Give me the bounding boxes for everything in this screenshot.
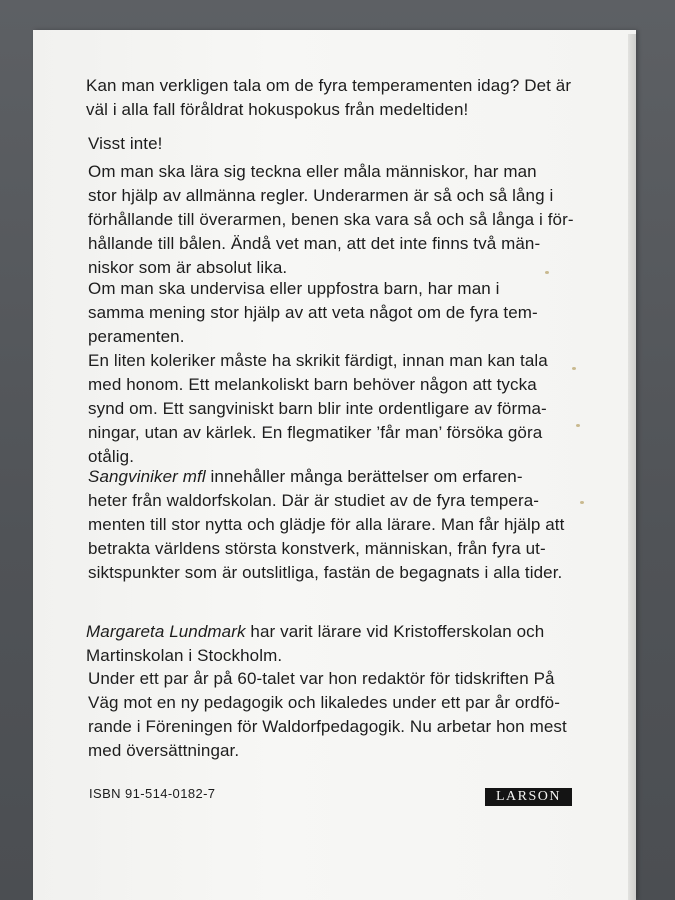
author-name: Margareta Lundmark [86,622,246,641]
author-bio-text: har varit lärare vid Kristofferskolan och Martinskolan i Stockholm. [86,622,545,665]
answer-paragraph: Visst inte! [88,134,163,153]
temperaments-examples-paragraph: En liten koleriker måste ha skrikit färdigt, innan man kan tala med honom. Ett melankoliskt barn behöver någon att tycka synd om. Ett sangviniskt barn blir inte ordentligare av förma- ningar, utan av kärlek. En flegmatiker ’får man’ försöka göra otålig. [88,351,548,466]
intro-question-paragraph: Kan man verkligen tala om de fyra temperamenten idag? Det är väl i alla fall föråldrat hokuspokus från medeltiden! [86,76,572,119]
book-page-edge [628,34,636,900]
paper-speck [545,271,549,274]
isbn-number: ISBN 91-514-0182-7 [89,786,216,801]
publisher-logo: LARSON [485,788,572,806]
book-title: Sangviniker mfl [88,467,206,486]
paper-speck [576,424,580,427]
drawing-rules-paragraph: Om man ska lära sig teckna eller måla människor, har man stor hjälp av allmänna regler. Underarmen är så och så lång i förhållande till överarmen, benen ska vara så och så långa i för- hållande till bålen. Ändå vet man, att det inte finns två män- niskor som är absolut lika. [88,162,574,277]
paper-speck [580,501,584,504]
author-bio-paragraph [86,620,586,668]
book-description-paragraph [88,465,588,585]
book-description-text: innehåller många berättelser om erfaren- heter från waldorfskolan. Där är studiet av de fyra tempera- menten till stor nytta och glädje för alla lärare. Man får hjälp att betrakta världens största konstverk, människan, från fyra ut- siktspunkter som är outslitliga, fastän de begagnats i alla tider. [88,467,565,582]
author-career-paragraph: Under ett par år på 60-talet var hon redaktör för tidskriften På Väg mot en ny pedagogik och likaledes under ett par år ordfö- rande i Föreningen för Waldorfpedagogik. Nu arbetar hon mest med översättningar. [88,669,567,760]
paper-speck [572,367,576,370]
teaching-paragraph: Om man ska undervisa eller uppfostra barn, har man i samma mening stor hjälp av att veta något om de fyra tem- peramenten. [88,279,538,346]
